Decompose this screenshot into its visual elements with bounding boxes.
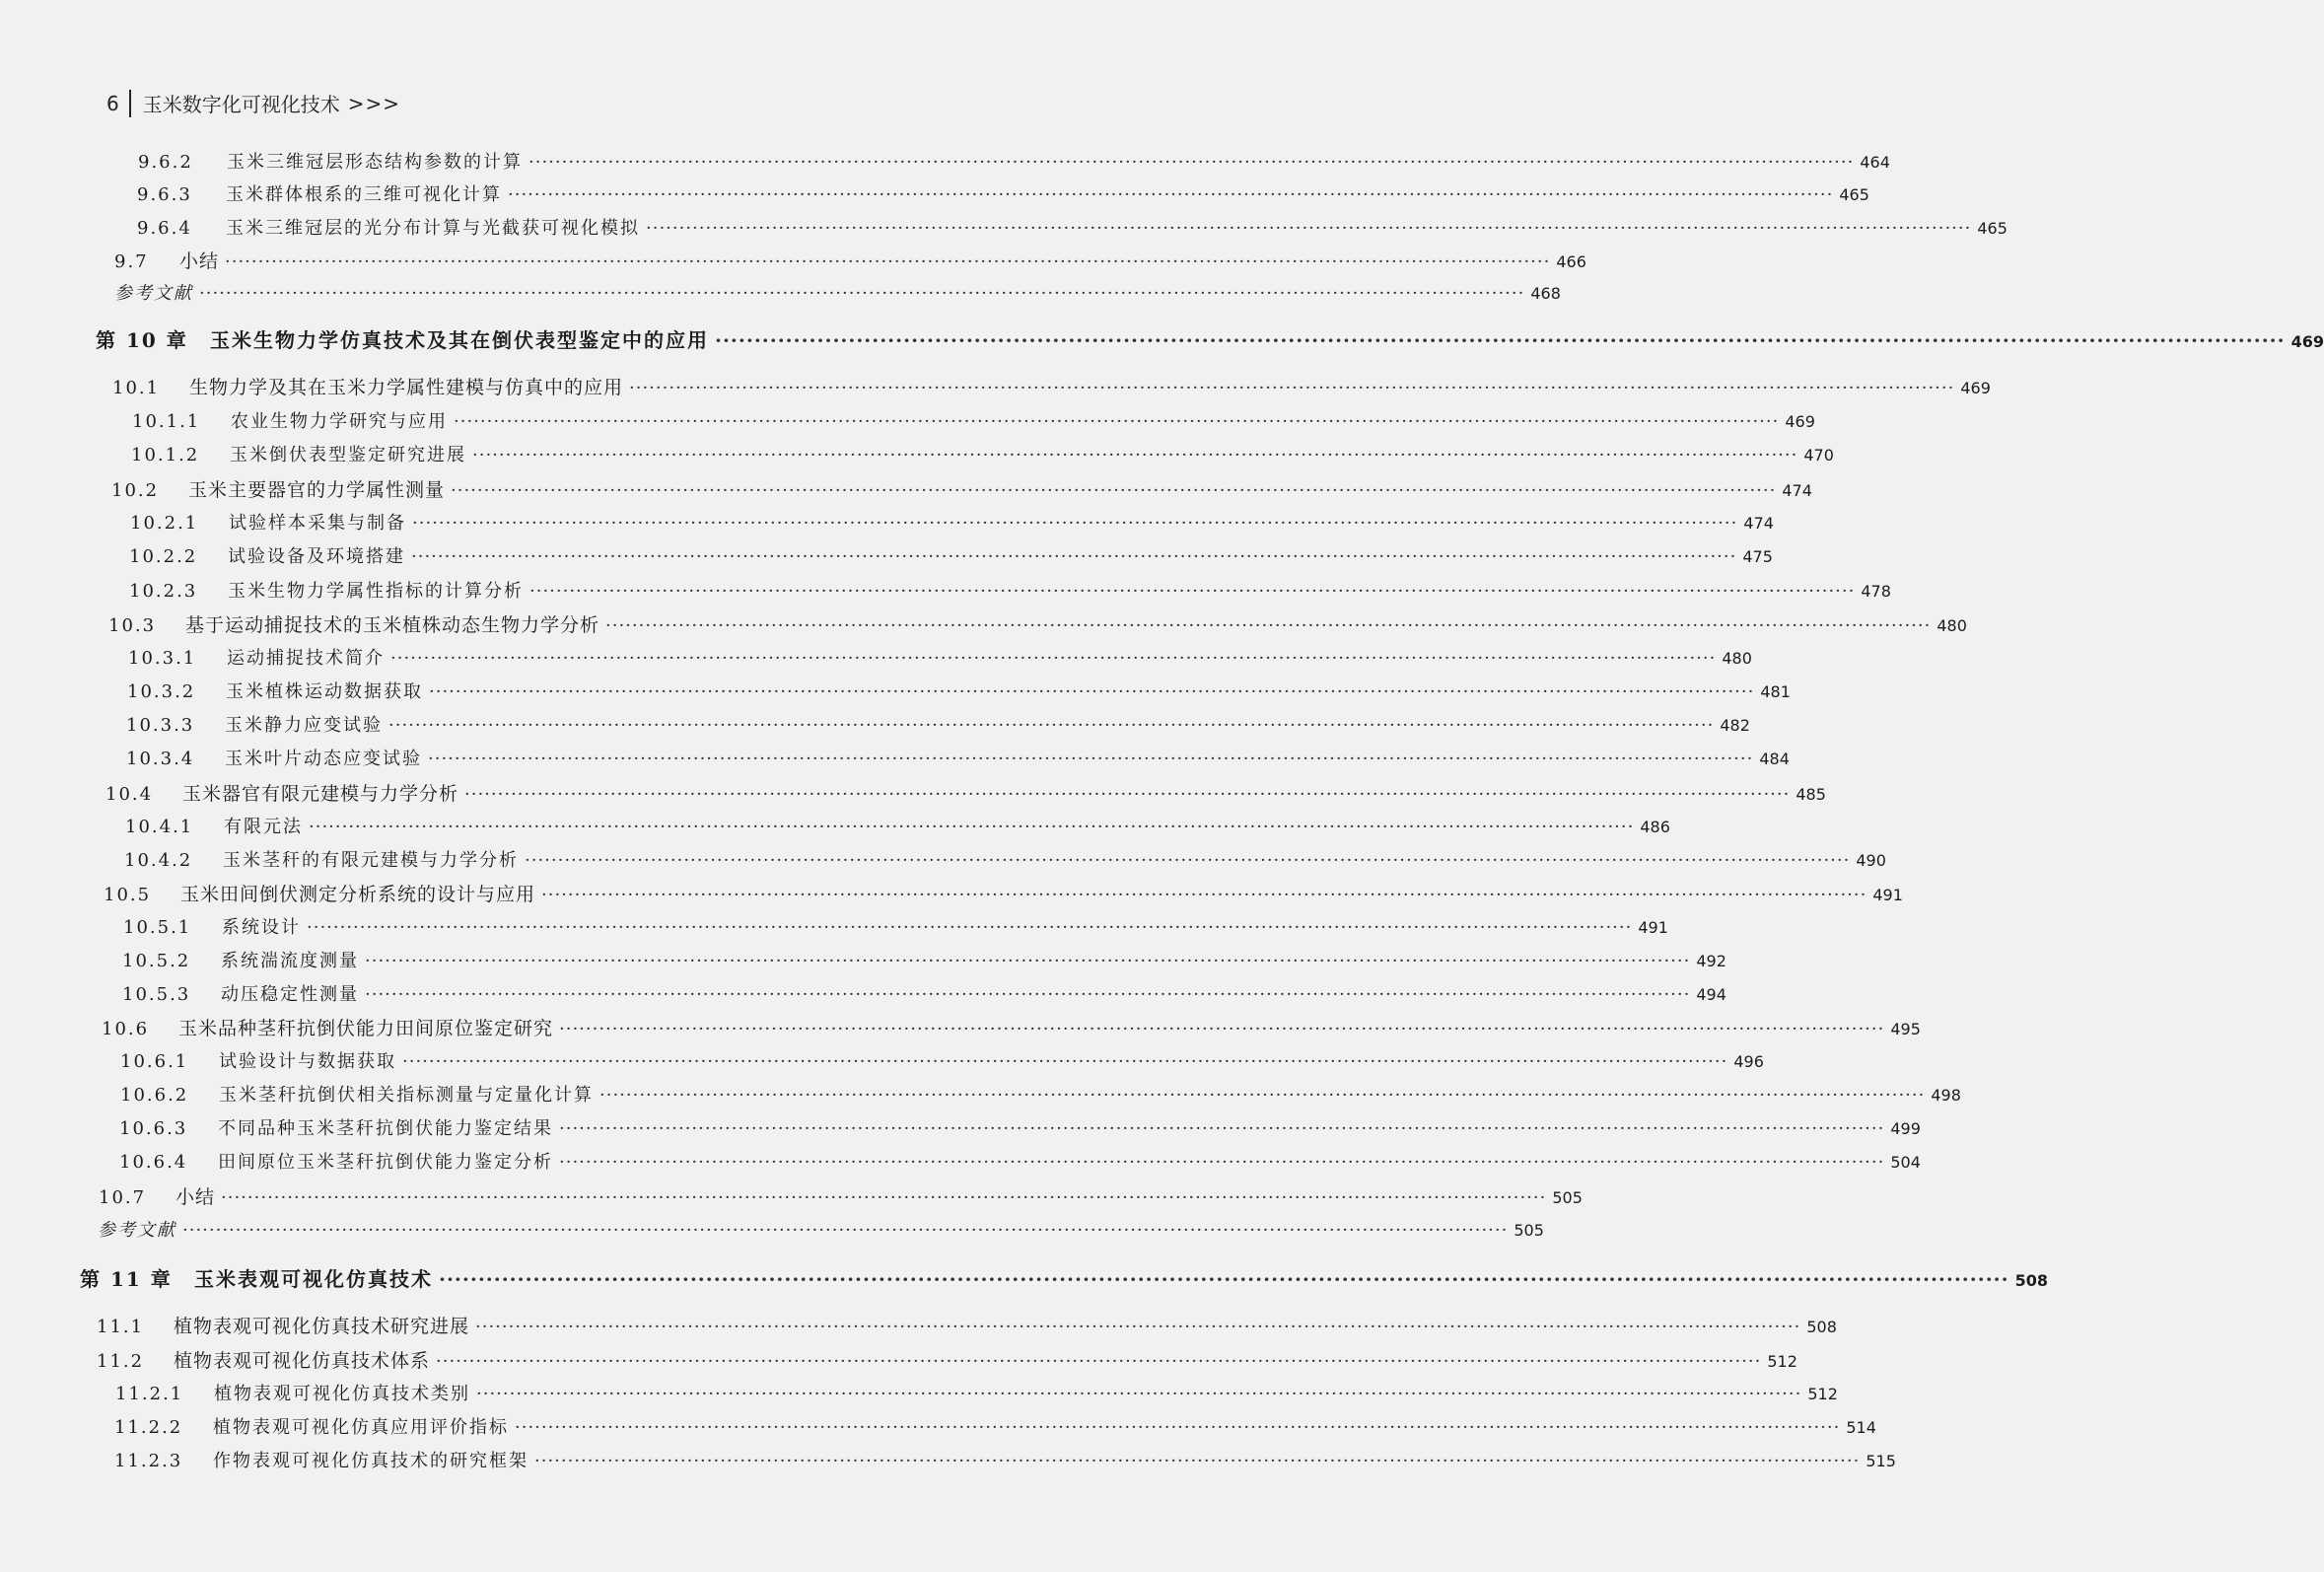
toc-entry [112, 373, 1991, 399]
toc-entry-leader-dots: ········································································································································································································ [605, 615, 1932, 636]
toc-entry-leader-dots: ········································································································································································································ [515, 1417, 1841, 1438]
header-book-title: 玉米数字化可视化技术 [142, 93, 340, 116]
toc-entry-leader-dots: ········································································································································································································ [559, 1152, 1885, 1173]
toc-entry-title: 玉米群体根系的三维可视化计算 [226, 184, 502, 205]
toc-entry-leader-dots: ········································································································································································································ [599, 1085, 1926, 1106]
toc-entry-number: 11.2.3 [114, 1451, 183, 1471]
toc-entry-number: 10.6.4 [119, 1152, 188, 1173]
toc-entry-leader-dots: ········································································································································································································ [559, 1019, 1885, 1039]
toc-entry-title: 玉米田间倒伏测定分析系统的设计与应用 [180, 884, 536, 905]
toc-entry-title: 参考文献 [114, 283, 193, 304]
toc-entry-page-number: 469 [2290, 332, 2324, 351]
toc-entry-page-number: 496 [1733, 1052, 1764, 1071]
toc-entry-leader-dots: ········································································································································································································ [307, 917, 1633, 938]
toc-entry-leader-dots: ········································································································································································································ [451, 480, 1777, 501]
toc-entry-title: 植物表观可视化仿真技术研究进展 [174, 1316, 470, 1337]
toc-entry-title: 农业生物力学研究与应用 [231, 411, 448, 432]
toc-entry-leader-dots: ········································································································································································································ [412, 513, 1738, 534]
toc-entry-number: 9.6.3 [137, 184, 192, 205]
toc-entry-page-number: 499 [1890, 1119, 1921, 1138]
toc-entry [137, 214, 2007, 240]
toc-entry-title: 系统设计 [222, 917, 301, 938]
toc-entry-leader-dots: ········································································································································································································ [402, 1051, 1728, 1072]
toc-entry-leader-dots: ········································································································································································································ [182, 1220, 1509, 1241]
toc-entry [126, 745, 1790, 770]
toc-entry-page-number: 486 [1640, 818, 1670, 836]
toc-entry-page-number: 465 [1839, 185, 1869, 204]
header-page-number: 6 [106, 91, 119, 115]
toc-entry-title: 动压稳定性测量 [221, 984, 359, 1005]
toc-entry-number: 10.6.1 [120, 1051, 189, 1072]
toc-entry-number: 10.2.3 [129, 581, 198, 602]
toc-entry-number: 11.2.2 [114, 1417, 183, 1438]
toc-entry-title: 系统湍流度测量 [221, 951, 359, 971]
toc-entry-number: 10.3.1 [128, 648, 197, 669]
toc-entry-page-number: 474 [1782, 481, 1812, 500]
toc-entry-leader-dots: ········································································································································································································ [429, 681, 1755, 702]
toc-entry-leader-dots: ········································································································································································································ [525, 850, 1851, 871]
toc-entry-number: 10.2.2 [129, 546, 198, 567]
toc-entry-page-number: 505 [1514, 1221, 1544, 1240]
toc-entry-leader-dots: ········································································································································································································ [476, 1384, 1802, 1404]
toc-entry [104, 880, 1903, 906]
toc-entry-title: 玉米叶片动态应变试验 [225, 749, 422, 769]
toc-entry-number: 10.2.1 [130, 513, 199, 534]
toc-entry [97, 1346, 1797, 1373]
toc-entry [137, 180, 1869, 206]
toc-entry [108, 610, 1967, 637]
toc-entry-number: 10.6.2 [120, 1085, 189, 1106]
toc-entry-title: 玉米表观可视化仿真技术 [194, 1267, 433, 1291]
toc-entry [102, 1014, 1921, 1040]
toc-entry [111, 475, 1812, 502]
toc-entry-page-number: 512 [1767, 1352, 1797, 1371]
toc-entry [127, 678, 1791, 703]
toc-entry-title: 玉米静力应变试验 [225, 715, 383, 736]
toc-entry [129, 542, 1773, 568]
toc-entry-page-number: 498 [1931, 1086, 1961, 1105]
toc-entry-title: 基于运动捕捉技术的玉米植株动态生物力学分析 [185, 614, 600, 636]
toc-entry-number: 10.1 [112, 378, 161, 398]
toc-entry-title: 试验设计与数据获取 [219, 1051, 396, 1072]
toc-entry-title: 小结 [176, 1186, 216, 1208]
toc-entry-leader-dots: ········································································································································································································ [475, 1317, 1801, 1337]
toc-entry-title: 玉米品种茎秆抗倒伏能力田间原位鉴定研究 [178, 1018, 554, 1039]
toc-entry-leader-dots: ········································································································································································································ [199, 283, 1525, 304]
toc-entry-leader-dots: ········································································································································································································ [365, 984, 1691, 1005]
toc-entry-leader-dots: ········································································································································································································ [529, 581, 1856, 602]
toc-entry-title: 生物力学及其在玉米力学属性建模与仿真中的应用 [189, 377, 624, 398]
toc-entry [106, 779, 1826, 806]
toc-entry [114, 1447, 1896, 1472]
toc-entry-leader-dots: ········································································································································································································ [715, 328, 2286, 352]
toc-entry [115, 1380, 1838, 1405]
toc-entry [119, 1148, 1921, 1174]
toc-entry [126, 711, 1750, 737]
toc-entry [122, 980, 1726, 1006]
toc-entry-number: 10.1.2 [131, 445, 200, 465]
toc-entry-title: 玉米生物力学仿真技术及其在倒伏表型鉴定中的应用 [210, 328, 709, 352]
toc-entry-leader-dots: ········································································································································································································ [629, 378, 1955, 398]
toc-entry [138, 148, 1890, 174]
header-arrows: >>> [347, 91, 401, 115]
toc-entry-number: 10.6.3 [119, 1118, 188, 1139]
toc-entry-page-number: 482 [1720, 716, 1750, 735]
toc-entry [120, 1081, 1961, 1107]
toc-entry-leader-dots: ········································································································································································································ [309, 817, 1635, 837]
toc-entry-number: 第 11 章 [80, 1267, 173, 1291]
toc-entry-number: 10.7 [99, 1187, 147, 1208]
toc-entry-page-number: 508 [2014, 1271, 2048, 1290]
toc-entry [80, 1263, 2048, 1292]
toc-entry-page-number: 469 [1960, 379, 1991, 397]
toc-entry-title: 运动捕捉技术简介 [227, 648, 385, 669]
toc-entry [122, 947, 1726, 972]
toc-entry-number: 10.3.3 [126, 715, 195, 736]
toc-entry-page-number: 480 [1722, 649, 1752, 668]
toc-entry [99, 1182, 1583, 1209]
toc-entry-leader-dots: ········································································································································································································ [534, 1451, 1861, 1471]
toc-entry [131, 441, 1834, 466]
toc-entry-leader-dots: ········································································································································································································ [411, 546, 1737, 567]
toc-entry-page-number: 470 [1803, 446, 1834, 464]
toc-entry-title: 玉米茎秆抗倒伏相关指标测量与定量化计算 [219, 1085, 594, 1106]
toc-entry-page-number: 469 [1785, 412, 1815, 431]
running-header [106, 89, 400, 117]
toc-entry-title: 植物表观可视化仿真技术类别 [214, 1384, 470, 1404]
toc-entry-page-number: 490 [1856, 851, 1886, 870]
toc-entry-leader-dots: ········································································································································································································ [508, 184, 1834, 205]
toc-entry [114, 247, 1586, 273]
toc-entry [129, 577, 1891, 603]
header-divider [129, 90, 131, 117]
toc-entry-number: 11.2 [97, 1351, 145, 1372]
toc-entry-number: 10.4.1 [125, 817, 194, 837]
toc-entry-leader-dots: ········································································································································································································ [225, 251, 1551, 272]
toc-entry [132, 407, 1815, 433]
toc-entry [124, 846, 1886, 872]
toc-entry-number: 10.6 [102, 1019, 150, 1039]
toc-entry-title: 玉米三维冠层形态结构参数的计算 [227, 152, 523, 173]
toc-entry-page-number: 515 [1866, 1452, 1896, 1470]
toc-entry-number: 9.7 [114, 251, 149, 272]
toc-entry-page-number: 475 [1742, 547, 1773, 566]
toc-entry-leader-dots: ········································································································································································································ [390, 648, 1717, 669]
toc-entry [114, 1413, 1876, 1439]
toc-entry-page-number: 481 [1760, 682, 1791, 701]
toc-entry-title: 不同品种玉米茎秆抗倒伏能力鉴定结果 [218, 1118, 553, 1139]
toc-entry-leader-dots: ········································································································································································································ [472, 445, 1798, 465]
toc-entry-title: 试验设备及环境搭建 [228, 546, 405, 567]
toc-entry-page-number: 505 [1552, 1188, 1583, 1207]
toc-entry-page-number: 512 [1807, 1385, 1838, 1403]
toc-entry-page-number: 504 [1890, 1153, 1921, 1172]
toc-entry-page-number: 491 [1872, 886, 1903, 904]
toc-entry-number: 10.4.2 [124, 850, 193, 871]
toc-entry-title: 作物表观可视化仿真技术的研究框架 [213, 1451, 528, 1471]
toc-entry [120, 1047, 1764, 1073]
toc-entry-leader-dots: ········································································································································································································ [388, 715, 1715, 736]
toc-entry-title: 植物表观可视化仿真技术体系 [174, 1350, 431, 1372]
toc-entry-page-number: 494 [1696, 985, 1726, 1004]
toc-entry-title: 小结 [179, 250, 220, 272]
toc-entry-page-number: 514 [1846, 1418, 1876, 1437]
toc-entry [130, 509, 1774, 535]
toc-entry-title: 田间原位玉米茎秆抗倒伏能力鉴定分析 [218, 1152, 553, 1173]
toc-entry-number: 第 10 章 [96, 328, 188, 352]
toc-entry-leader-dots: ········································································································································································································ [528, 152, 1855, 173]
toc-entry-title: 有限元法 [224, 817, 303, 837]
toc-entry-page-number: 485 [1796, 785, 1826, 804]
toc-entry-leader-dots: ········································································································································································································ [646, 218, 1972, 239]
toc-entry-leader-dots: ········································································································································································································ [464, 784, 1791, 805]
toc-entry-number: 10.3.4 [126, 749, 195, 769]
toc-entry-page-number: 492 [1696, 952, 1726, 970]
toc-entry-page-number: 495 [1890, 1020, 1921, 1038]
toc-entry-number: 10.2 [111, 480, 160, 501]
toc-entry-number: 11.1 [97, 1317, 145, 1337]
toc-entry [123, 913, 1668, 939]
toc-entry-leader-dots: ········································································································································································································ [428, 749, 1754, 769]
toc-entry-title: 玉米茎秆的有限元建模与力学分析 [223, 850, 519, 871]
toc-entry-number: 10.5.3 [122, 984, 191, 1005]
toc-entry-title: 玉米生物力学属性指标的计算分析 [228, 581, 524, 602]
toc-entry-page-number: 466 [1556, 252, 1586, 271]
toc-entry [96, 324, 2324, 353]
toc-entry-number: 10.5.2 [122, 951, 191, 971]
toc-entry-leader-dots: ········································································································································································································ [559, 1118, 1885, 1139]
toc-entry-page-number: 465 [1977, 219, 2007, 238]
toc-entry-page-number: 491 [1638, 918, 1668, 937]
toc-entry-page-number: 474 [1743, 514, 1774, 533]
toc-entry-title: 玉米器官有限元建模与力学分析 [182, 783, 459, 805]
toc-entry-number: 10.5 [104, 885, 152, 905]
toc-entry-number: 10.1.1 [132, 411, 201, 432]
toc-entry [128, 644, 1752, 670]
toc-entry-number: 9.6.4 [137, 218, 192, 239]
toc-entry-page-number: 478 [1861, 582, 1891, 601]
toc-entry-number: 9.6.2 [138, 152, 193, 173]
toc-entry-leader-dots: ········································································································································································································ [436, 1351, 1762, 1372]
toc-entry-title: 玉米植株运动数据获取 [226, 681, 423, 702]
toc-entry-title: 植物表观可视化仿真应用评价指标 [213, 1417, 509, 1438]
toc-entry-number: 10.3.2 [127, 681, 196, 702]
toc-entry-leader-dots: ········································································································································································································ [365, 951, 1691, 971]
toc-entry [125, 813, 1670, 838]
toc-entry-page-number: 480 [1937, 616, 1967, 635]
toc-entry-title: 试验样本采集与制备 [229, 513, 406, 534]
toc-entry [119, 1114, 1921, 1140]
toc-entry-page-number: 464 [1860, 153, 1890, 172]
toc-entry-number: 11.2.1 [115, 1384, 184, 1404]
toc-entry-title: 参考文献 [98, 1220, 176, 1241]
toc-entry-leader-dots: ········································································································································································································ [221, 1187, 1547, 1208]
toc-entry-title: 玉米倒伏表型鉴定研究进展 [230, 445, 466, 465]
toc-entry [114, 279, 1561, 305]
toc-entry-number: 10.3 [108, 615, 157, 636]
toc-entry-page-number: 484 [1759, 750, 1790, 768]
toc-entry-page-number: 508 [1806, 1318, 1837, 1336]
toc-entry-number: 10.4 [106, 784, 154, 805]
toc-entry-leader-dots: ········································································································································································································ [454, 411, 1780, 432]
toc-entry [98, 1216, 1544, 1242]
toc-entry-leader-dots: ········································································································································································································ [541, 885, 1867, 905]
toc-entry-number: 10.5.1 [123, 917, 192, 938]
toc-entry-title: 玉米三维冠层的光分布计算与光截获可视化模拟 [226, 218, 640, 239]
toc-entry-page-number: 468 [1530, 284, 1561, 303]
toc-entry-leader-dots: ········································································································································································································ [439, 1267, 2009, 1291]
toc-entry-title: 玉米主要器官的力学属性测量 [188, 479, 446, 501]
toc-entry [97, 1312, 1837, 1338]
